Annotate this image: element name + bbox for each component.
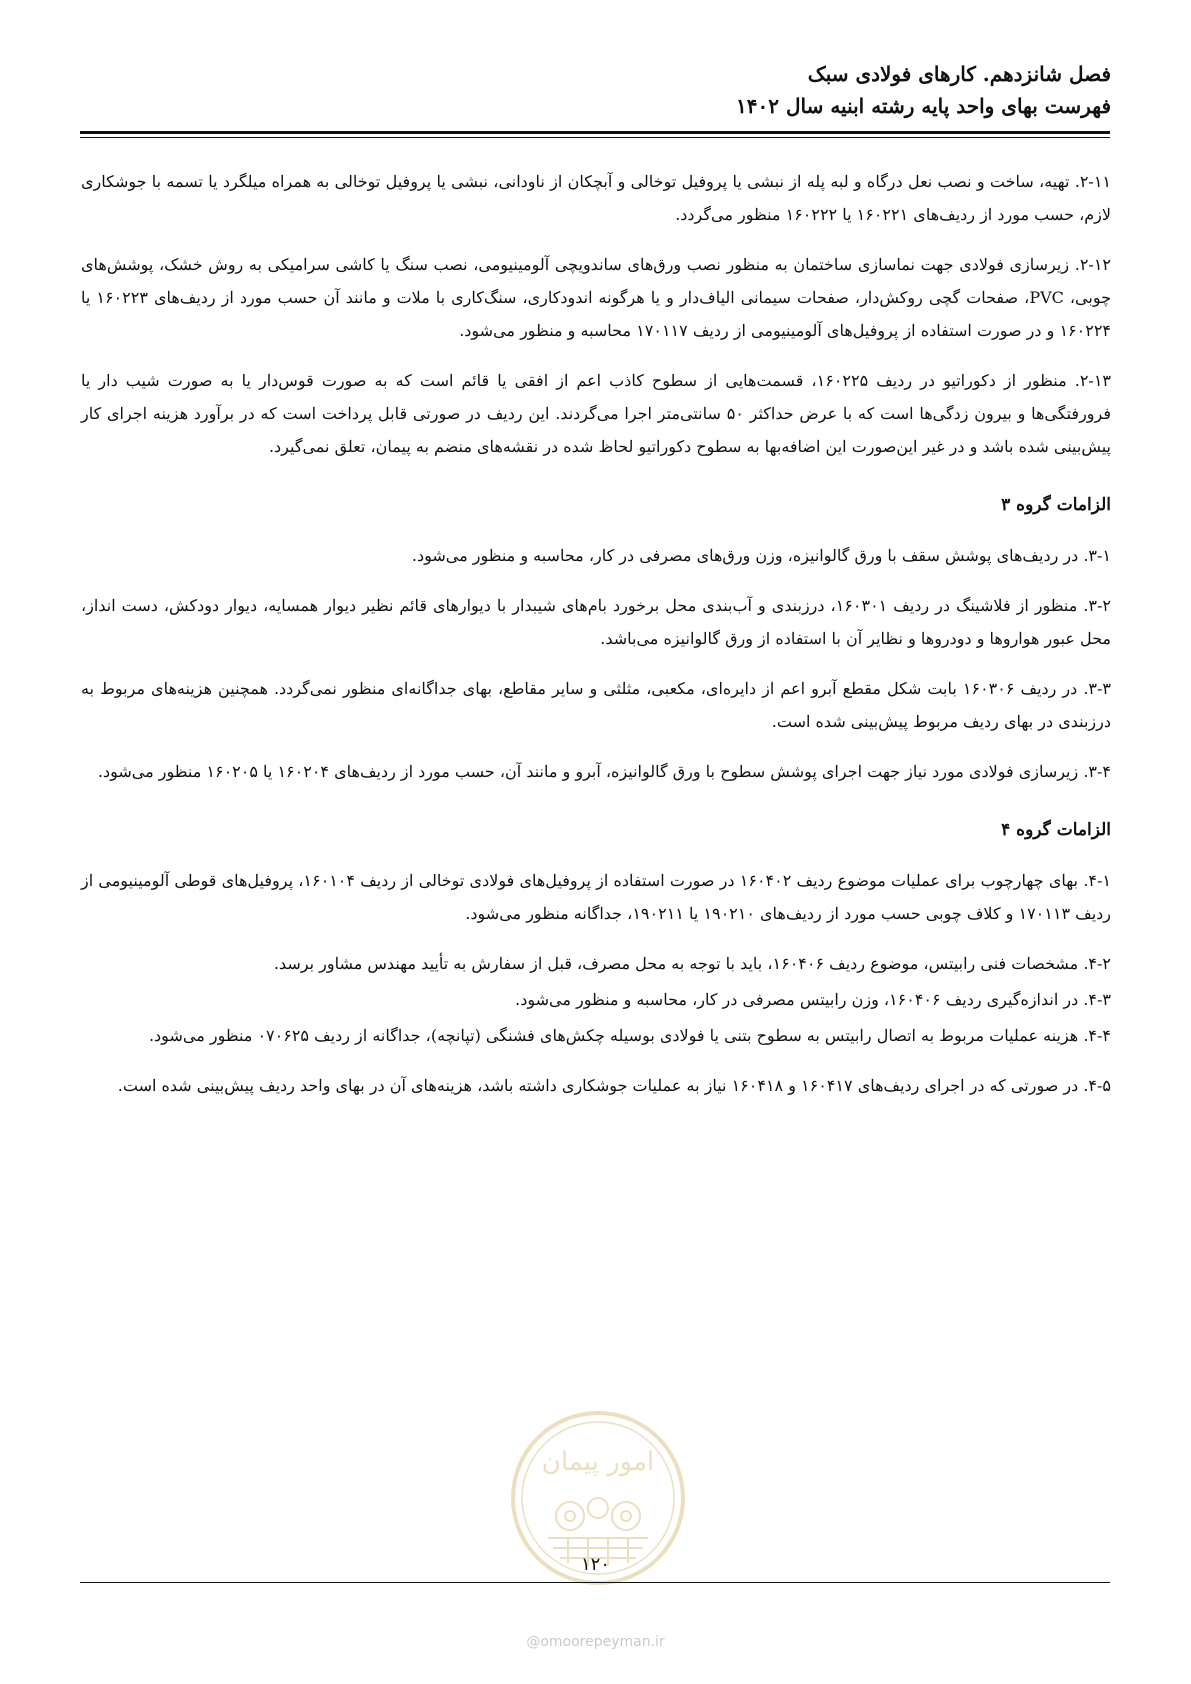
clause-3-4: ۳-۴. زیرسازی فولادی مورد نیاز جهت اجرای پوشش سطوح با ورق گالوانیزه، آبرو و مانند آن، حسب مورد از ردیف‌های ۱۶۰۲۰۴ یا ۱۶۰۲۰۵ منظور می‌شود. bbox=[97, 762, 1111, 781]
header-rule-thin bbox=[80, 137, 1110, 138]
clause-4-1: ۴-۱. بهای چهارچوب برای عملیات موضوع ردیف ۱۶۰۴۰۲ در صورت استفاده از پروفیل‌های فولادی توخالی از ردیف ۱۶۰۱۰۴، پروفیل‌های قوطی آلومینیومی از ردیف ۱۷۰۱۱۳ و کلاف چوبی حسب مورد از ردیف‌های ۱۹۰۲۱۰ یا ۱۹۰۲۱۱، جداگانه منظور می‌شود. bbox=[81, 871, 1111, 923]
clause-3-2: ۳-۲. منظور از فلاشینگ در ردیف ۱۶۰۳۰۱، درزبندی و آب‌بندی محل برخورد بام‌های شیبدار با دیوارهای قائم نظیر دیوار همسایه، دیوار دودکش، دست انداز، محل عبور هواروها و دودروها و نظایر آن با استفاده از ورق گالوانیزه می‌باشد. bbox=[81, 596, 1111, 648]
clause-2-12: ۲-۱۲. زیرسازی فولادی جهت نماسازی ساختمان به منظور نصب ورق‌های ساندویچی آلومینیومی، نصب سنگ یا کاشی سرامیکی به روش خشک، پوشش‌های چوبی، PVC، صفحات گچی روکش‌دار، صفحات سیمانی الیاف‌دار و یا هرگونه اندودکاری، سنگ‌کاری با ملات و مانند آن حسب مورد از ردیف‌های ۱۶۰۲۲۳ یا ۱۶۰۲۲۴ و در صورت استفاده از پروفیل‌های آلومینیومی از ردیف ۱۷۰۱۱۷ محاسبه و منظور می‌شود. bbox=[81, 255, 1112, 340]
site-watermark: @omoorepeyman.ir bbox=[526, 1634, 665, 1650]
clause-3-1: ۳-۱. در ردیف‌های پوشش سقف با ورق گالوانیزه، وزن ورق‌های مصرفی در کار، محاسبه و منظور می‌شود. bbox=[411, 546, 1111, 565]
chapter-title: فصل شانزدهم. کارهای فولادی سبک bbox=[807, 62, 1111, 86]
group-3-heading: الزامات گروه ۳ bbox=[1001, 495, 1111, 515]
page-header bbox=[81, 58, 1111, 122]
document-subtitle: فهرست بهای واحد پایه رشته ابنیه سال ۱۴۰۲ bbox=[736, 94, 1111, 118]
clause-4-4: ۴-۴. هزینه عملیات مربوط به اتصال رابیتس به سطوح بتنی یا فولادی بوسیله چکش‌های فشنگی (تپانچه)، جداگانه از ردیف ۰۷۰۶۲۵ منظور می‌شود. bbox=[148, 1026, 1111, 1045]
clause-3-3: ۳-۳. در ردیف ۱۶۰۳۰۶ بابت شکل مقطع آبرو اعم از دایره‌ای، مکعبی، مثلثی و سایر مقاطع، بهای جداگانه‌ای منظور نمی‌گردد. همچنین هزینه‌های مربوط به درزبندی در بهای ردیف مربوط پیش‌بینی شده است. bbox=[81, 679, 1112, 731]
clause-4-5: ۴-۵. در صورتی که در اجرای ردیف‌های ۱۶۰۴۱۷ و ۱۶۰۴۱۸ نیاز به عملیات جوشکاری داشته باشد، هزینه‌های آن در بهای واحد ردیف پیش‌بینی شده است. bbox=[117, 1076, 1111, 1095]
page-body bbox=[81, 165, 1111, 1119]
clause-2-11: ۲-۱۱. تهیه، ساخت و نصب نعل درگاه و لبه پله از نبشی یا پروفیل توخالی و آبچکان از ناودانی، نبشی یا پروفیل توخالی به همراه میلگرد یا تسمه با جوشکاری لازم، حسب مورد از ردیف‌های ۱۶۰۲۲۱ یا ۱۶۰۲۲۲ منظور می‌گردد. bbox=[81, 172, 1111, 224]
watermark-text: امور پیمان bbox=[541, 1447, 655, 1477]
page-number: ۱۲۰ bbox=[580, 1554, 610, 1575]
clause-4-2: ۴-۲. مشخصات فنی رابیتس، موضوع ردیف ۱۶۰۴۰۶، باید با توجه به محل مصرف، قبل از سفارش به تأیید مهندس مشاور برسد. bbox=[273, 954, 1111, 973]
header-rule bbox=[80, 131, 1110, 134]
clause-4-3: ۴-۳. در اندازه‌گیری ردیف ۱۶۰۴۰۶، وزن رابیتس مصرفی در کار، محاسبه و منظور می‌شود. bbox=[515, 990, 1111, 1009]
footer-rule bbox=[80, 1582, 1110, 1583]
group-4-heading: الزامات گروه ۴ bbox=[1001, 820, 1111, 840]
clause-2-13: ۲-۱۳. منظور از دکوراتیو در ردیف ۱۶۰۲۲۵، قسمت‌هایی از سطوح کاذب اعم از افقی یا قائم است که به صورت قوس‌دار یا به صورت شیب دار یا فرورفتگی‌ها و بیرون زدگی‌ها است که با عرض حداکثر ۵۰ سانتی‌متر اجرا می‌گردند. این ردیف در صورتی قابل پرداخت است که در برآورد هزینه اجرای کار پیش‌بینی شده باشد و در غیر این‌صورت این اضافه‌بها به سطوح دکوراتیو لحاظ شده در نقشه‌های منضم به پیمان، تعلق نمی‌گیرد. bbox=[81, 371, 1112, 456]
